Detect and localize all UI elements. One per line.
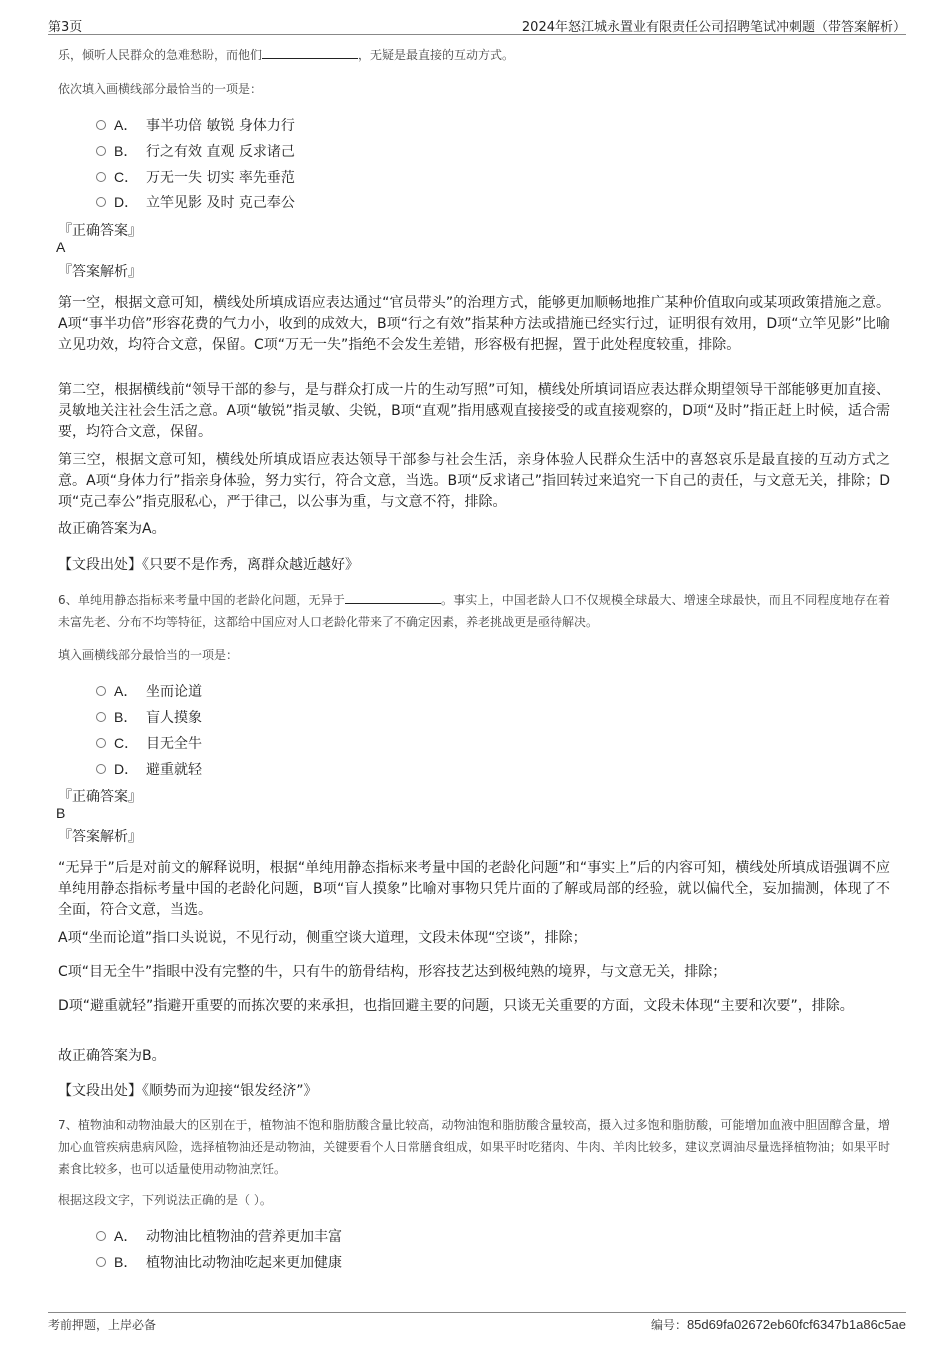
radio-icon[interactable] <box>96 712 106 722</box>
radio-icon[interactable] <box>96 172 106 182</box>
q6-option-a[interactable]: A． 坐而论道 <box>96 681 202 701</box>
q6-analysis-label: 『答案解析』 <box>58 829 142 845</box>
q6-option-b[interactable]: B． 盲人摸象 <box>96 707 202 727</box>
q6-analysis-paragraph: D项“避重就轻”指避开重要的而拣次要的来承担，也指回避主要的问题，只谈无关重要的方面，文段未体现“主要和次要”，排除。 <box>58 998 854 1014</box>
q6-instruction: 填入画横线部分最恰当的一项是： <box>58 648 239 662</box>
q6-source: 【文段出处】《顺势而为迎接“银发经济”》 <box>58 1083 318 1099</box>
q6-option-d[interactable]: D． 避重就轻 <box>96 759 202 779</box>
blank-line <box>345 593 441 604</box>
q6-analysis-paragraph: A项“坐而论道”指口头说说，不见行动，侧重空谈大道理，文段未体现“空谈”，排除； <box>58 930 587 946</box>
radio-icon[interactable] <box>96 146 106 156</box>
footer-slogan: 考前押题，上岸必备 <box>48 1318 157 1332</box>
q6-analysis-paragraph: C项“目无全牛”指眼中没有完整的牛，只有牛的筋骨结构，形容技艺达到极纯熟的境界，与文意无关，排除； <box>58 964 727 980</box>
q6-stem: 6、单纯用静态指标来考量中国的老龄化问题，无异于 。事实上，中国老龄人口不仅规模全球最大、增速全球最快，而且不同程度地存在着未富先老、分布不均等特征，这都给中国应对人口老龄化带来了不确定因素，养老挑战更是亟待解决。 <box>58 593 890 629</box>
q5-option-a[interactable]: A． 事半功倍 敏锐 身体力行 <box>96 115 295 135</box>
radio-icon[interactable] <box>96 120 106 130</box>
document-id: 编号：85d69fa02672eb60fcf6347b1a86c5ae <box>650 1317 906 1332</box>
q6-answer-label: 『正确答案』 <box>58 789 142 805</box>
q5-option-b[interactable]: B． 行之有效 直观 反求诸己 <box>96 141 295 161</box>
page-number: 第3页 <box>48 20 83 35</box>
q5-option-d[interactable]: D． 立竿见影 及时 克己奉公 <box>96 192 295 212</box>
radio-icon[interactable] <box>96 738 106 748</box>
q5-conclusion: 故正确答案为A。 <box>58 521 166 537</box>
q5-analysis-paragraph: 第一空，根据文意可知，横线处所填成语应表达通过“官员带头”的治理方式，能够更加顺畅地推广某种价值取向或某项政策措施之意。A项“事半功倍”形容花费的气力小，收到的成效大，B项“行之有效”指某种方法或措施已经实行过，证明很有效用，D项“立竿见影”比喻立见功效，均符合文意，保留。C项“万无一失”指绝不会发生差错，形容极有把握，置于此处程度较重，排除。 <box>58 295 890 353</box>
q5-option-c[interactable]: C． 万无一失 切实 率先垂范 <box>96 167 295 187</box>
q5-source: 【文段出处】《只要不是作秀，离群众越近越好》 <box>58 557 359 573</box>
q5-stem-continuation: 乐，倾听人民群众的急难愁盼，而他们 ，无疑是最直接的互动方式。 <box>58 48 515 62</box>
q6-conclusion: 故正确答案为B。 <box>58 1048 166 1064</box>
q6-answer: B <box>56 805 66 821</box>
radio-icon[interactable] <box>96 1231 106 1241</box>
q7-option-a[interactable]: A． 动物油比植物油的营养更加丰富 <box>96 1226 342 1246</box>
q6-option-c[interactable]: C． 目无全牛 <box>96 733 202 753</box>
page-header <box>48 14 906 35</box>
radio-icon[interactable] <box>96 764 106 774</box>
q5-answer: A <box>56 239 66 255</box>
q7-instruction: 根据这段文字，下列说法正确的是（ ）。 <box>58 1193 272 1207</box>
q5-analysis-paragraph: 第三空，根据文意可知，横线处所填成语应表达领导干部参与社会生活，亲身体验人民群众生活中的喜怒哀乐是最直接的互动方式之意。A项“身体力行”指亲身体验，努力实行，符合文意，当选。B项“反求诸己”指回转过来追究一下自己的责任，与文意无关，排除；D项“克己奉公”指克服私心，严于律己，以公事为重，与文意不符，排除。 <box>58 452 890 510</box>
q7-option-b[interactable]: B． 植物油比动物油吃起来更加健康 <box>96 1252 342 1272</box>
radio-icon[interactable] <box>96 1257 106 1267</box>
q5-answer-label: 『正确答案』 <box>58 223 142 239</box>
q5-analysis-label: 『答案解析』 <box>58 264 142 280</box>
q6-analysis-paragraph: “无异于”后是对前文的解释说明，根据“单纯用静态指标来考量中国的老龄化问题”和“事实上”后的内容可知，横线处所填成语强调不应单纯用静态指标考量中国的老龄化问题，B项“盲人摸象”比喻对事物只凭片面的了解或局部的经验，就以偏代全，妄加揣测，体现了不全面，符合文意，当选。 <box>58 860 890 918</box>
page-footer <box>48 1312 906 1333</box>
q5-instruction: 依次填入画横线部分最恰当的一项是： <box>58 82 263 96</box>
document-title: 2024年怒江城永置业有限责任公司招聘笔试冲刺题（带答案解析） <box>521 20 906 35</box>
q7-stem: 7、植物油和动物油最大的区别在于，植物油不饱和脂肪酸含量比较高，动物油饱和脂肪酸含量较高，摄入过多饱和脂肪酸，可能增加血液中胆固醇含量，增加心血管疾病患病风险，选择植物油还是动物油，关键要看个人日常膳食组成，如果平时吃猪肉、牛肉、羊肉比较多，建议烹调油尽量选择植物油；如果平时素食比较多，也可以适量使用动物油烹饪。 <box>58 1118 890 1176</box>
radio-icon[interactable] <box>96 686 106 696</box>
q5-analysis-paragraph: 第二空，根据横线前“领导干部的参与，是与群众打成一片的生动写照”可知，横线处所填词语应表达群众期望领导干部能够更加直接、灵敏地关注社会生活之意。A项“敏锐”指灵敏、尖锐，B项“直观”指用感观直接接受的或直接观察的，D项“及时”指正赶上时候，适合需要，均符合文意，保留。 <box>58 382 890 440</box>
blank-line <box>262 48 358 59</box>
radio-icon[interactable] <box>96 197 106 207</box>
